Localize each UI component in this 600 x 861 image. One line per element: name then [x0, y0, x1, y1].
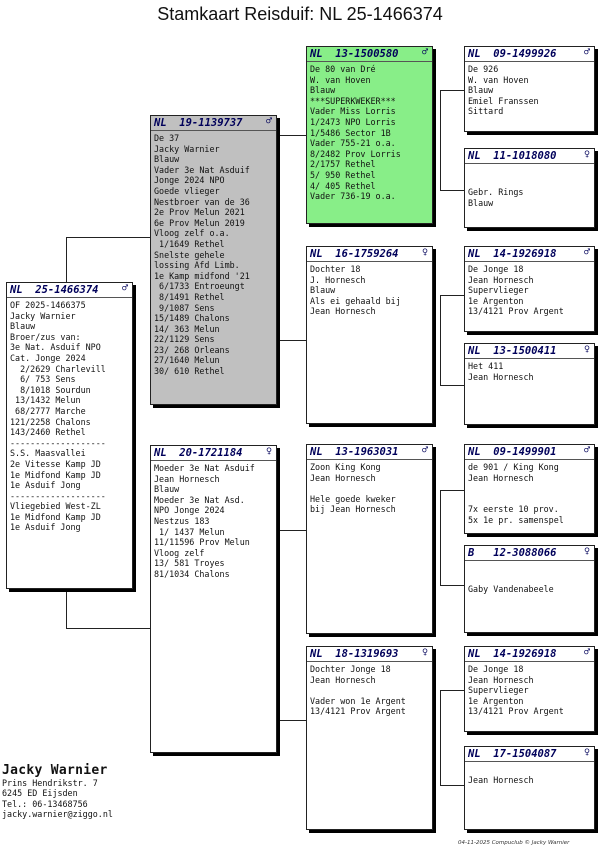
card-line: Vader 3e Nat Asduif	[154, 164, 250, 175]
card-line: Jean Hornesch	[468, 371, 534, 382]
card-line: Supervlieger	[468, 685, 529, 696]
connector	[66, 237, 150, 238]
pedigree-card-mff	[464, 444, 595, 534]
card-line: S.S. Maasvallei	[10, 448, 86, 459]
card-line: 27/1640 Melun	[154, 355, 220, 366]
sex-icon: ♂	[421, 445, 428, 456]
card-body	[465, 62, 594, 117]
card-header	[465, 546, 594, 561]
sex-icon: ♀	[583, 149, 590, 160]
pedigree-card-father-mother	[306, 246, 433, 424]
pedigree-card-fff	[464, 46, 595, 132]
footer-credit: 04-11-2025 Compuclub © Jacky Warnier	[458, 840, 570, 846]
card-line: 4/ 405 Rethel	[310, 180, 376, 191]
owner-street: Prins Hendrikstr. 7	[2, 778, 98, 788]
card-line: Blauw	[468, 197, 494, 208]
card-line: 143/2460 Rethel	[10, 427, 86, 438]
owner-name: Jacky Warnier	[2, 763, 108, 778]
card-body	[307, 62, 432, 202]
card-line: 121/2258 Chalons	[10, 416, 91, 427]
card-line: Snelste gehele	[154, 249, 225, 260]
card-line: ***SUPERKWEKER***	[310, 95, 396, 106]
card-line: Nestzus 183	[154, 515, 210, 526]
card-line: 3e Nat. Asduif NPO	[10, 342, 101, 353]
ring-number: NL 14-1926918	[468, 648, 557, 660]
card-line: Vader 736-19 o.a.	[310, 191, 396, 202]
card-line: Hele goede kweker	[310, 493, 396, 504]
ring-number: NL 14-1926918	[468, 248, 557, 260]
card-line: 5x 1e pr. samenspel	[468, 514, 564, 525]
card-line: Jean Hornesch	[154, 473, 220, 484]
card-line: Vader 755-21 o.a.	[310, 138, 396, 149]
card-line: -------------------	[10, 490, 106, 501]
card-body	[465, 762, 594, 785]
connector	[276, 720, 306, 721]
card-header	[465, 445, 594, 460]
ring-number: NL 09-1499901	[468, 446, 557, 458]
card-body	[465, 662, 594, 717]
card-line: Vloog zelf	[154, 547, 205, 558]
card-header	[307, 47, 432, 62]
card-line: Sittard	[468, 106, 504, 117]
connector	[440, 90, 441, 190]
card-body	[465, 164, 594, 208]
card-header	[307, 445, 432, 460]
card-header	[465, 647, 594, 662]
card-line: 13/4121 Prov Argent	[310, 706, 406, 717]
card-line: 1e Argenton	[468, 695, 524, 706]
card-header	[307, 247, 432, 262]
card-line: 5/ 950 Rethel	[310, 169, 376, 180]
sex-icon: ♂	[265, 116, 272, 127]
sex-icon: ♀	[583, 344, 590, 355]
connector	[440, 490, 441, 585]
ring-number: NL 20-1721184	[154, 447, 243, 459]
card-line: Vloog zelf o.a.	[154, 228, 230, 239]
card-line: 1/1649 Rethel	[154, 238, 225, 249]
ring-number: NL 18-1319693	[310, 648, 399, 660]
card-line: 2e Vitesse Kamp JD	[10, 458, 101, 469]
card-line: Jonge 2024 NPO	[154, 175, 225, 186]
card-line: De Jonge 18	[468, 664, 524, 674]
card-body	[465, 561, 594, 595]
card-line	[310, 685, 429, 696]
ring-number: NL 25-1466374	[10, 284, 99, 296]
card-line: 8/1491 Rethel	[154, 291, 225, 302]
ring-number: NL 09-1499926	[468, 48, 557, 60]
card-line: 81/1034 Chalons	[154, 568, 230, 579]
card-line: De 926	[468, 64, 499, 74]
card-line: 2/2629 Charlevill	[10, 363, 106, 374]
card-line: W. van Hoven	[468, 74, 529, 85]
sex-icon: ♀	[583, 546, 590, 557]
card-line: Jean Hornesch	[468, 472, 534, 483]
card-line: de 901 / King Kong	[468, 462, 559, 472]
card-line: Blauw	[310, 285, 336, 296]
card-line: Gaby Vandenabeele	[468, 584, 554, 595]
card-line: 8/2482 Prov Lorris	[310, 148, 401, 159]
card-line: 14/ 363 Melun	[154, 323, 220, 334]
card-body	[7, 298, 132, 533]
card-line: 1e Kamp midfond '21	[154, 270, 250, 281]
card-line: 13/1432 Melun	[10, 395, 81, 406]
connector	[276, 340, 306, 341]
sex-icon: ♂	[583, 647, 590, 658]
card-line: 1e Asduif Jong	[10, 522, 81, 533]
connector	[440, 385, 464, 386]
card-line: bij Jean Hornesch	[310, 504, 396, 515]
card-header	[151, 446, 276, 461]
card-line	[468, 574, 591, 585]
card-line: Als ei gehaald bij	[310, 295, 401, 306]
card-line: Jean Hornesch	[310, 674, 376, 685]
card-body	[465, 460, 594, 526]
card-line: De Jonge 18	[468, 264, 524, 274]
card-line: 2/1757 Rethel	[310, 159, 376, 170]
card-line: 6e Prov Melun 2019	[154, 217, 245, 228]
pedigree-card-mmf	[464, 646, 595, 732]
card-line: 13/4121 Prov Argent	[468, 306, 564, 317]
sex-icon: ♂	[121, 283, 128, 294]
connector	[440, 690, 441, 785]
card-line: Blauw	[310, 85, 336, 96]
connector	[440, 190, 464, 191]
ring-number: NL 16-1759264	[310, 248, 399, 260]
pedigree-card-mfm	[464, 545, 595, 633]
connector	[440, 295, 441, 385]
owner-city: 6245 ED Eijsden	[2, 788, 78, 799]
card-header	[465, 747, 594, 762]
card-line	[310, 483, 429, 494]
pedigree-card-mother	[150, 445, 277, 753]
card-line: 13/4121 Prov Argent	[468, 706, 564, 717]
card-line	[468, 494, 591, 505]
ring-number: NL 13-1500411	[468, 345, 557, 357]
card-line: De 80 van Dré	[310, 64, 376, 74]
card-line: 11/11596 Prov Melun	[154, 537, 250, 548]
pedigree-card-mmm	[464, 746, 595, 830]
card-line: Moeder 3e Nat Asduif	[154, 463, 255, 473]
pedigree-card-fmf	[464, 246, 595, 332]
card-line: Zoon King Kong	[310, 462, 381, 472]
ring-number: NL 19-1139737	[154, 117, 243, 129]
card-line: Jacky Warnier	[154, 143, 220, 154]
sex-icon: ♀	[583, 747, 590, 758]
card-line: Jacky Warnier	[10, 310, 76, 321]
card-line: Vliegebied West-ZL	[10, 501, 101, 512]
pedigree-card-father-father	[306, 46, 433, 224]
card-line: lossing Afd Limb.	[154, 260, 240, 271]
sex-icon: ♀	[265, 446, 272, 457]
card-line	[468, 764, 591, 775]
card-line: 23/ 268 Orleans	[154, 344, 230, 355]
sex-icon: ♂	[583, 47, 590, 58]
card-body	[151, 461, 276, 580]
card-header	[465, 344, 594, 359]
card-line: W. van Hoven	[310, 74, 371, 85]
card-line: Dochter 18	[310, 264, 361, 274]
card-line: Vader won 1e Argent	[310, 695, 406, 706]
card-line: 2e Prov Melun 2021	[154, 207, 245, 218]
card-line: Het 411	[468, 361, 504, 371]
card-line: Goede vlieger	[154, 185, 220, 196]
sex-icon: ♀	[421, 647, 428, 658]
pedigree-card-subject	[6, 282, 133, 589]
card-line: Nestbroer van de 36	[154, 196, 250, 207]
card-header	[465, 47, 594, 62]
connector	[440, 785, 464, 786]
pedigree-card-ffm	[464, 148, 595, 228]
card-line: 1/ 1437 Melun	[154, 526, 225, 537]
card-line: 1e Argenton	[468, 295, 524, 306]
connector	[440, 690, 464, 691]
connector	[66, 628, 150, 629]
connector	[66, 237, 67, 282]
card-line: -------------------	[10, 437, 106, 448]
card-line: 13/ 581 Troyes	[154, 558, 225, 569]
pedigree-card-mother-father	[306, 444, 433, 634]
sex-icon: ♂	[421, 47, 428, 58]
card-line	[468, 563, 591, 574]
ring-number: NL 13-1963031	[310, 446, 399, 458]
card-line: 6/ 753 Sens	[10, 374, 76, 385]
card-line	[468, 483, 591, 494]
card-line: 22/1129 Sens	[154, 334, 215, 345]
ring-number: NL 13-1500580	[310, 48, 399, 60]
card-line: Jean Hornesch	[468, 274, 534, 285]
card-line: NPO Jonge 2024	[154, 505, 225, 516]
card-line: Blauw	[468, 85, 494, 96]
pedigree-card-mother-mother	[306, 646, 433, 830]
card-line: 1e Midfond Kamp JD	[10, 469, 101, 480]
owner-info	[2, 763, 113, 819]
card-line: 7x eerste 10 prov.	[468, 504, 559, 515]
card-body	[307, 262, 432, 317]
pedigree-card-father	[150, 115, 277, 405]
connector	[66, 588, 67, 628]
card-line: Vader Miss Lorris	[310, 106, 396, 117]
card-line: 30/ 610 Rethel	[154, 366, 225, 377]
card-line: 6/1733 Entroeungt	[154, 281, 245, 292]
card-line: Blauw	[154, 484, 180, 495]
connector	[440, 295, 464, 296]
card-line: Blauw	[10, 321, 36, 332]
card-header	[307, 647, 432, 662]
card-line: Jean Hornesch	[310, 472, 376, 483]
card-line: Broer/zus van:	[10, 331, 81, 342]
owner-email[interactable]: jacky.warnier@ziggo.nl	[2, 808, 113, 819]
connector	[440, 490, 464, 491]
card-body	[307, 460, 432, 515]
card-line: 1/5486 Sector 1B	[310, 127, 391, 138]
card-line: OF 2025-1466375	[10, 300, 86, 310]
card-line: 1e Asduif Jong	[10, 480, 81, 491]
card-header	[7, 283, 132, 298]
card-line: 68/2777 Marche	[10, 405, 86, 416]
card-line: De 37	[154, 133, 180, 143]
card-line: 1/2473 NPO Lorris	[310, 116, 396, 127]
card-body	[307, 662, 432, 717]
card-header	[465, 247, 594, 262]
card-body	[465, 262, 594, 317]
card-line: Jean Hornesch	[468, 774, 534, 785]
connector	[276, 530, 306, 531]
card-line: Emiel Franssen	[468, 95, 539, 106]
ring-number: NL 17-1504087	[468, 748, 557, 760]
pedigree-card-fmm	[464, 343, 595, 425]
card-line: 9/1087 Sens	[154, 302, 215, 313]
ring-number: NL 11-1018080	[468, 150, 557, 162]
card-line: 1e Midfond Kamp JD	[10, 511, 101, 522]
connector	[440, 585, 464, 586]
connector	[276, 135, 306, 136]
connector	[440, 90, 464, 91]
sex-icon: ♂	[583, 247, 590, 258]
card-line: 8/1018 Sourdun	[10, 384, 91, 395]
ring-number: B 12-3088066	[468, 547, 557, 559]
page-title: Stamkaart Reisduif: NL 25-1466374	[157, 4, 443, 24]
card-line	[468, 177, 591, 188]
card-line: Jean Hornesch	[310, 306, 376, 317]
card-line: Dochter Jonge 18	[310, 664, 391, 674]
card-body	[151, 131, 276, 377]
card-header	[151, 116, 276, 131]
card-line: J. Hornesch	[310, 274, 366, 285]
sex-icon: ♂	[583, 445, 590, 456]
card-line: Supervlieger	[468, 285, 529, 296]
sex-icon: ♀	[421, 247, 428, 258]
card-body	[465, 359, 594, 382]
card-line: Jean Hornesch	[468, 674, 534, 685]
card-line: Cat. Jonge 2024	[10, 352, 86, 363]
card-line: 15/1489 Chalons	[154, 313, 230, 324]
card-line	[468, 166, 591, 177]
card-line: Blauw	[154, 154, 180, 165]
owner-phone: Tel.: 06-13468756	[2, 798, 88, 809]
card-line: Moeder 3e Nat Asd.	[154, 494, 245, 505]
card-header	[465, 149, 594, 164]
card-line: Gebr. Rings	[468, 187, 524, 198]
